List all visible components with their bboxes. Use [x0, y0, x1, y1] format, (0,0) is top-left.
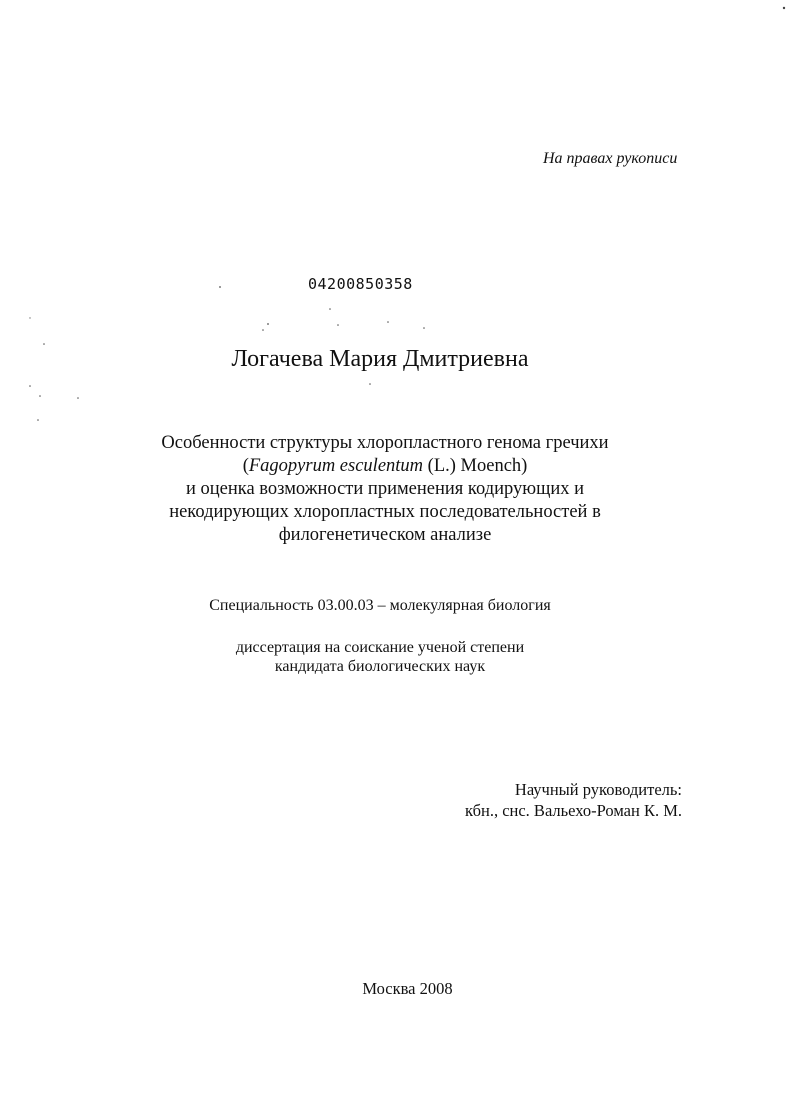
species-name-italic: Fagopyrum esculentum [248, 456, 424, 476]
species-authority: (L.) Moench) [423, 456, 528, 476]
speck [29, 317, 30, 318]
manuscript-rights-stamp: На правах рукописи [543, 150, 678, 167]
title-line-3: и оценка возможности применения кодирующих и [185, 479, 585, 499]
speck [37, 419, 39, 421]
speck [267, 323, 269, 325]
speck [77, 397, 79, 399]
speck [39, 395, 41, 397]
speck [369, 383, 371, 385]
speck [219, 286, 221, 288]
speck [329, 308, 331, 310]
inventory-number: 04200850358 [308, 275, 413, 293]
dissertation-title [100, 432, 670, 547]
speck [262, 329, 264, 331]
degree-line-2: кандидата биологических наук [274, 658, 486, 675]
speck [29, 385, 31, 387]
speck [783, 7, 785, 9]
speck [387, 321, 389, 323]
title-line-species [100, 455, 670, 478]
author-name: Логачева Мария Дмитриевна [231, 346, 529, 372]
speck [337, 324, 339, 326]
supervisor-name: кбн., снс. Вальехо-Роман К. М. [465, 801, 682, 820]
city-year: Москва 2008 [362, 979, 453, 998]
title-line-4: некодирующих хлоропластных последовательностей в [169, 502, 601, 522]
supervisor-block [420, 779, 682, 821]
degree-line-1: диссертация на соискание ученой степени [235, 639, 525, 656]
title-line-5: филогенетическом анализе [278, 525, 492, 545]
speck [43, 343, 45, 345]
species-open-paren: ( [242, 456, 249, 476]
degree-statement [0, 638, 760, 676]
supervisor-label: Научный руководитель: [514, 780, 682, 799]
title-line-1: Особенности структуры хлоропластного генома гречихи [161, 433, 609, 453]
speck [423, 327, 425, 329]
specialty-line: Специальность 03.00.03 – молекулярная биология [209, 597, 551, 614]
